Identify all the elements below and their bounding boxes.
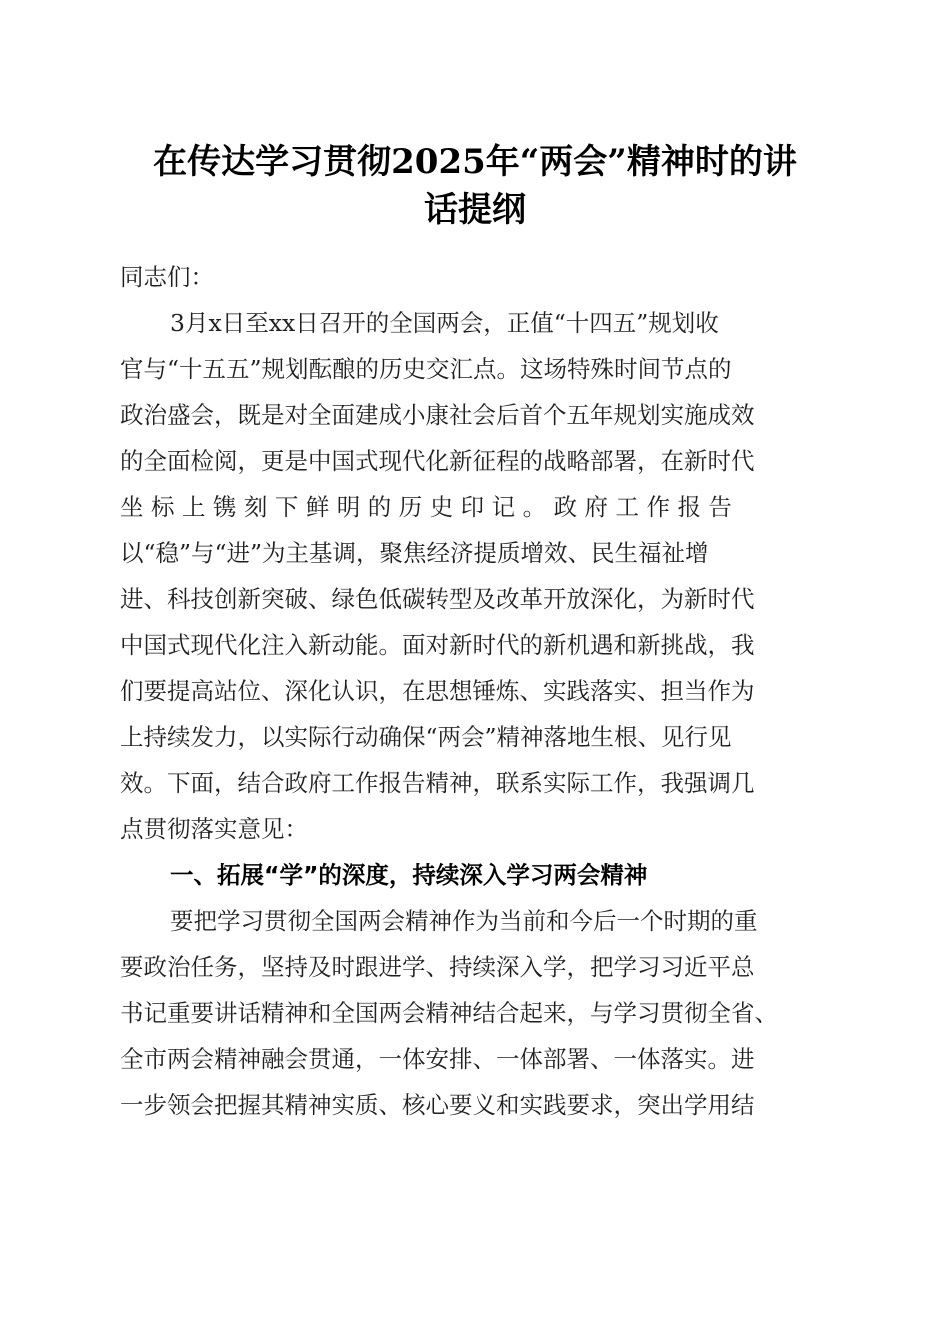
paragraph-1-line: 进、科技创新突破、绿色低碳转型及改革开放深化，为新时代 [120, 585, 755, 613]
section-1-heading: 一、拓展“学”的深度，持续深入学习两会精神 [170, 861, 648, 889]
paragraph-1-line: 官与“十五五”规划酝酿的历史交汇点。这场特殊时间节点的 [120, 355, 732, 383]
paragraph-1-line: 的全面检阅，更是中国式现代化新征程的战略部署，在新时代 [120, 447, 755, 475]
paragraph-1-line: 政治盛会，既是对全面建成小康社会后首个五年规划实施成效 [120, 401, 755, 429]
paragraph-2-line: 要把学习贯彻全国两会精神作为当前和今后一个时期的重 [170, 907, 758, 935]
paragraph-2-line: 一步领会把握其精神实质、核心要义和实践要求，突出学用结 [120, 1091, 755, 1119]
paragraph-1 [120, 300, 824, 852]
paragraph-2-line: 要政治任务，坚持及时跟进学、持续深入学，把学习习近平总 [120, 953, 755, 981]
paragraph-1-line: 点贯彻落实意见： [120, 815, 308, 843]
paragraph-1-line: 以“稳”与“进”为主基调，聚焦经济提质增效、民生福祉增 [120, 539, 709, 567]
paragraph-2 [120, 898, 824, 1128]
title-line-1: 在传达学习贯彻2025年“两会”精神时的讲 [153, 142, 797, 182]
paragraph-1-line: 们要提高站位、深化认识，在思想锤炼、实践落实、担当作为 [120, 677, 755, 705]
paragraph-1-line: 效。下面，结合政府工作报告精神，联系实际工作，我强调几 [120, 769, 755, 797]
document-body [120, 254, 824, 1128]
paragraph-1-line: 3月x日至xx日召开的全国两会，正值“十四五”规划收 [170, 309, 719, 337]
salutation: 同志们： [120, 263, 214, 291]
paragraph-1-line: 坐 标 上 镌 刻 下 鲜 明 的 历 史 印 记 。 政 府 工 作 报 告 [120, 493, 732, 521]
document-title [110, 138, 840, 234]
paragraph-1-line: 上持续发力，以实际行动确保“两会”精神落地生根、见行见 [120, 723, 732, 751]
paragraph-2-line: 全市两会精神融会贯通，一体安排、一体部署、一体落实。进 [120, 1045, 755, 1073]
paragraph-2-line: 书记重要讲话精神和全国两会精神结合起来，与学习贯彻全省、 [120, 999, 778, 1027]
paragraph-1-line: 中国式现代化注入新动能。面对新时代的新机遇和新挑战，我 [120, 631, 755, 659]
title-line-2: 话提纲 [424, 190, 526, 230]
